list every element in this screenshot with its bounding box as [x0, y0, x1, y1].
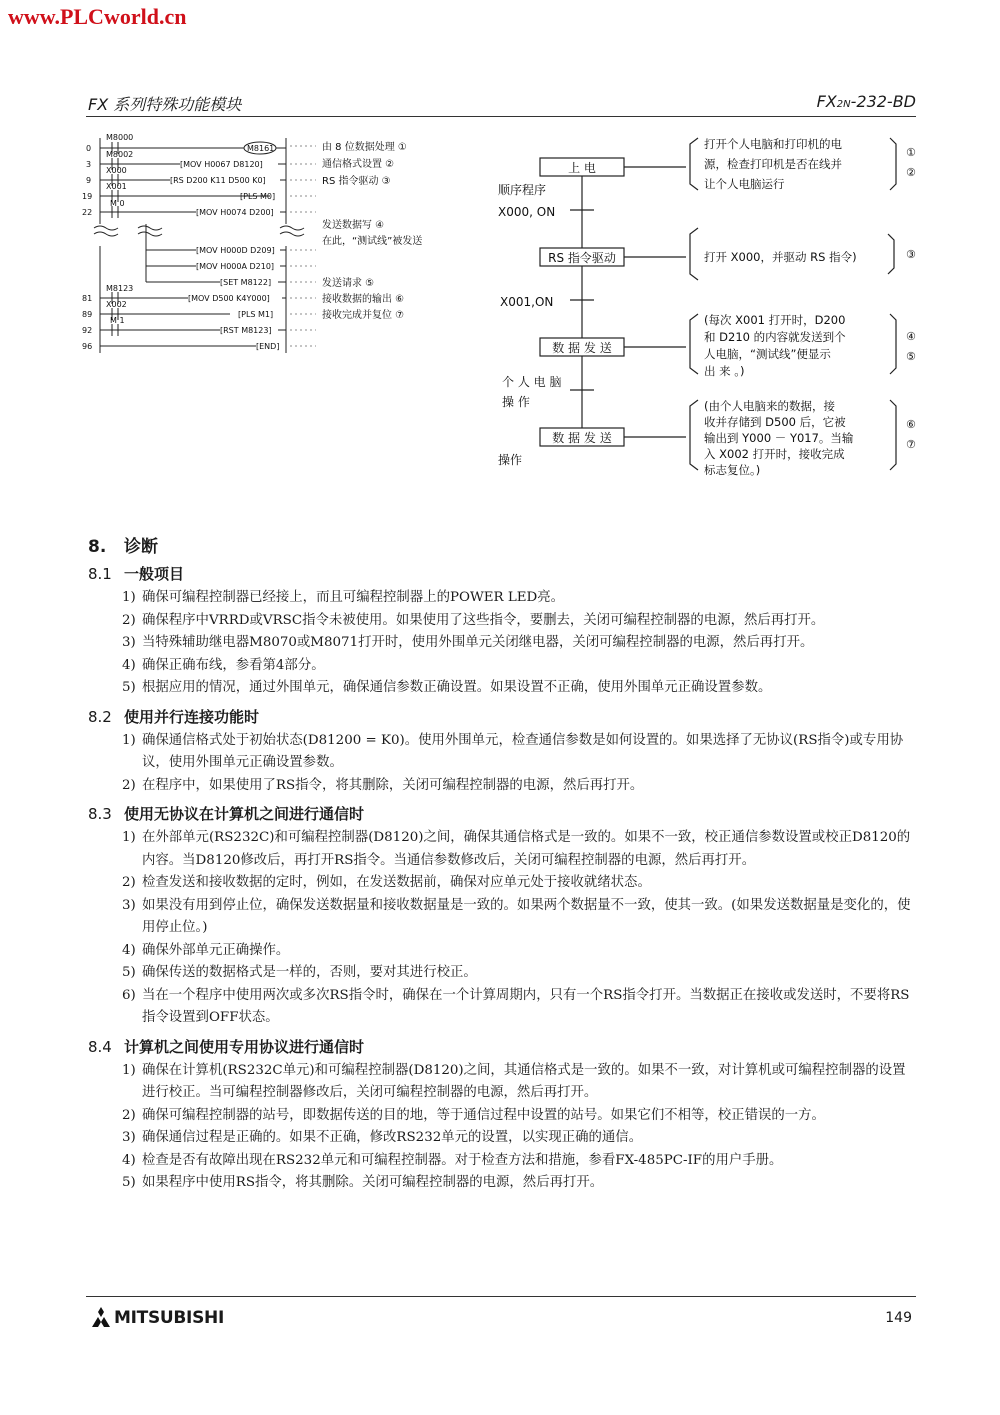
item-number: 1) — [122, 732, 136, 748]
list-item — [122, 677, 918, 700]
header-model — [817, 92, 916, 111]
item-text: 确保可编程控制器已经接上，而且可编程控制器上的POWER LED亮。 — [142, 590, 565, 605]
item-number: 4) — [122, 1152, 136, 1168]
item-text: 确保通信过程是正确的。如果不正确，修改RS232单元的设置，以实现正确的通信。 — [142, 1130, 643, 1145]
item-text: 当在一个程序中使用两次或多次RS指令时，确保在一个计算周期内，只有一个RS指令打开。当数据正在接收或发送时，不要将RS指令设置到OFF状态。 — [142, 987, 910, 1025]
header-title: FX 系列特殊功能模块 — [88, 95, 242, 114]
list-item — [122, 587, 918, 610]
bracket-note: (每次 X001 打开时，D200 — [704, 313, 846, 327]
step-number: 96 — [82, 342, 93, 351]
circle-mark: ⑥ — [906, 418, 916, 431]
ladder-annotation: 在此，“测试线”被发送 — [322, 236, 423, 247]
contact-label: M8123 — [106, 284, 134, 293]
ladder-annotation: 发送请求 ⑤ — [322, 278, 375, 289]
item-text: 根据应用的情况，通过外围单元，确保通信参数正确设置。如果设置不正确，使用外围单元正确设置参数。 — [142, 680, 772, 695]
contact-label: M 0 — [110, 199, 125, 208]
list-item — [122, 895, 918, 940]
subsection-number: 8.2 — [88, 707, 112, 726]
ladder-annotation: RS 指令驱动 ③ — [322, 176, 391, 187]
item-text: 确保可编程控制器的站号，即数据传送的目的地，等于通信过程中设置的站号。如果它们不相等，校正错误的一方。 — [142, 1107, 825, 1123]
bracket-note: 入 X002 打开时，接收完成 — [704, 447, 845, 461]
model-sub: 2N — [836, 99, 851, 110]
subsection-heading — [88, 563, 918, 584]
item-text: 当特殊辅助继电器M8070或M8071打开时，使用外围单元关闭继电器，关闭可编程控制器的电源，然后再打开。 — [142, 635, 814, 650]
item-text: 确保传送的数据格式是一样的，否则，要对其进行校正。 — [142, 965, 477, 980]
list-item — [122, 655, 918, 678]
bracket-note: 输出到 Y000 － Y017。当输 — [704, 431, 854, 445]
watermark: www.PLCworld.cn — [8, 4, 187, 29]
instruction: [MOV H000D D209] — [196, 246, 275, 255]
instruction: [RST M8123] — [220, 326, 272, 335]
step-number: 0 — [86, 144, 92, 153]
circle-mark: ④ — [906, 330, 916, 343]
list-item — [122, 775, 918, 798]
instruction: [PLS M0] — [240, 192, 276, 201]
item-number: 2) — [122, 777, 136, 793]
model-main: FX — [816, 92, 837, 111]
subsection-number: 8.3 — [88, 805, 112, 823]
contact-label: M 1 — [110, 316, 125, 325]
bracket-note: 和 D210 的内容就发送到个 — [704, 330, 846, 344]
contact-label: X001 — [106, 182, 127, 191]
item-number: 3) — [122, 897, 136, 913]
header-rule — [86, 116, 916, 117]
flow-box-rs-drive: RS 指令驱动 — [548, 251, 616, 265]
item-number: 3) — [122, 1130, 136, 1145]
contact-label: X002 — [106, 300, 127, 309]
bracket-note: 打开 X000，并驱动 RS 指令) — [704, 250, 857, 264]
step-number: 3 — [86, 160, 92, 169]
flow-label: 操 作 — [502, 395, 530, 409]
bracket-note: 标志复位。) — [704, 463, 761, 477]
instruction: [RS D200 K11 D500 K0] — [170, 176, 266, 185]
list-item — [122, 940, 918, 963]
subsection-heading — [88, 706, 918, 727]
ladder-diagram — [80, 128, 500, 358]
list-item — [122, 962, 918, 985]
item-text: 确保正确布线，参看第4部分。 — [142, 657, 325, 673]
section-number: 8. — [88, 537, 107, 557]
bracket-note: 人电脑，“测试线”便显示 — [704, 347, 831, 361]
item-number: 2) — [122, 875, 136, 890]
item-number: 1) — [122, 590, 136, 605]
flow-box-power-on: 上 电 — [568, 161, 596, 175]
bracket-note: (由个人电脑来的数据，接 — [704, 399, 835, 413]
circle-mark: ② — [906, 166, 916, 179]
item-list — [88, 587, 918, 700]
list-item — [122, 1150, 918, 1173]
instruction: [MOV H0067 D8120] — [180, 160, 263, 169]
step-number: 89 — [82, 310, 93, 319]
sequence-flowchart — [490, 128, 930, 483]
coil-label: M8161 — [247, 144, 275, 153]
step-number: 92 — [82, 326, 93, 335]
list-item — [122, 632, 918, 655]
contact-label: X000 — [106, 166, 127, 175]
item-number: 3) — [122, 635, 136, 650]
page-number: 149 — [885, 1310, 912, 1326]
bracket-note: 源，检查打印机是否在线并 — [704, 157, 842, 171]
item-text: 在程序中，如果使用了RS指令，将其删除，关闭可编程控制器的电源，然后再打开。 — [142, 777, 644, 793]
list-item — [122, 1172, 918, 1195]
list-item — [122, 1127, 918, 1150]
item-number: 4) — [122, 942, 136, 958]
flow-label: X001,ON — [500, 295, 554, 309]
circle-mark: ⑤ — [906, 350, 916, 363]
ladder-annotation: 由 8 位数据处理 ① — [322, 142, 407, 153]
bracket-note: 让个人电脑运行 — [704, 177, 785, 191]
instruction: [MOV H0074 D200] — [196, 208, 274, 217]
step-number: 81 — [82, 294, 93, 303]
subsection-number: 8.1 — [88, 565, 112, 583]
item-text: 在外部单元(RS232C)和可编程控制器(D8120)之间，确保其通信格式是一致的。如果不一致，校正通信参数设置或校正D8120的内容。当D8120修改后，再打开RS指令。当通信参数修改后，关闭可编程控制器的电源，然后再打开。 — [142, 830, 911, 868]
item-number: 4) — [122, 657, 136, 673]
item-text: 确保在计算机(RS232C单元)和可编程控制器(D8120)之间，其通信格式是一致的。如果不一致，对计算机或可编程控制器的设置进行校正。当可编程控制器修改后，关闭可编程控制器的电源，然后再打开。 — [142, 1062, 906, 1100]
subsection-number: 8.4 — [88, 1037, 112, 1056]
flow-label: X000, ON — [498, 205, 556, 219]
instruction: [MOV D500 K4Y000] — [188, 294, 270, 303]
subsection-title: 使用无协议在计算机之间进行通信时 — [124, 805, 365, 823]
step-number: 19 — [82, 192, 93, 201]
three-diamonds-icon — [88, 1307, 114, 1327]
brand-name: MITSUBISHI — [114, 1308, 224, 1328]
contact-label: M8000 — [106, 133, 134, 142]
list-item — [122, 985, 918, 1030]
item-number: 6) — [122, 987, 136, 1003]
flow-label: 个 人 电 脑 — [502, 375, 562, 389]
item-text: 检查发送和接收数据的定时，例如，在发送数据前，确保对应单元处于接收就绪状态。 — [142, 875, 651, 890]
item-text: 确保程序中VRRD或VRSC指令未被使用。如果使用了这些指令，要删去，关闭可编程控制器的电源，然后再打开。 — [142, 612, 825, 628]
brand-logo — [88, 1307, 224, 1328]
section-heading — [88, 532, 918, 557]
ladder-annotation: 接收数据的输出 ⑥ — [322, 294, 405, 305]
section-title: 诊断 — [124, 537, 158, 557]
item-text: 如果没有用到停止位，确保发送数据量和接收数据量是一致的。如果两个数据量不一致，使其一致。(如果发送数据量是变化的，使用停止位。) — [142, 897, 911, 935]
step-number: 9 — [86, 176, 92, 185]
flow-label: 顺序程序 — [498, 183, 547, 197]
subsection-heading — [88, 803, 918, 824]
subsection-title: 一般项目 — [124, 565, 185, 583]
list-item — [122, 610, 918, 633]
item-list — [88, 730, 918, 798]
item-text: 确保外部单元正确操作。 — [142, 942, 290, 958]
step-number: 22 — [82, 208, 93, 217]
contact-label: M8002 — [106, 150, 134, 159]
instruction: [SET M8122] — [220, 278, 272, 287]
item-list — [88, 1060, 918, 1195]
model-tail: -232-BD — [850, 92, 916, 111]
list-item — [122, 1105, 918, 1128]
item-number: 5) — [122, 965, 136, 980]
item-text: 确保通信格式处于初始状态(D81200 = K0)。使用外围单元，检查通信参数是如何设置的。如果选择了无协议(RS指令)或专用协议，使用外围单元正确设置参数。 — [142, 732, 904, 770]
footer-rule — [86, 1296, 916, 1297]
list-item — [122, 872, 918, 895]
bracket-note: 收并存储到 D500 后，它被 — [704, 415, 846, 429]
ladder-annotation: 接收完成并复位 ⑦ — [322, 310, 405, 321]
item-number: 5) — [122, 680, 136, 695]
instruction: [END] — [256, 342, 280, 351]
ladder-annotation: 通信格式设置 ② — [322, 159, 395, 170]
instruction: [PLS M1] — [238, 310, 274, 319]
item-number: 2) — [122, 1107, 136, 1123]
item-number: 2) — [122, 612, 136, 628]
item-number: 1) — [122, 1062, 136, 1078]
list-item — [122, 730, 918, 775]
circle-mark: ① — [906, 146, 916, 159]
item-list — [88, 827, 918, 1030]
subsection-title: 使用并行连接功能时 — [124, 707, 260, 726]
bracket-note: 打开个人电脑和打印机的电 — [704, 137, 842, 151]
instruction: [MOV H000A D210] — [196, 262, 275, 271]
list-item — [122, 1060, 918, 1105]
item-text: 检查是否有故障出现在RS232单元和可编程控制器。对于检查方法和措施，参看FX-485PC-IF的用户手册。 — [142, 1152, 783, 1168]
subsection-heading — [88, 1036, 918, 1057]
item-number: 1) — [122, 830, 136, 845]
diagnosis-section — [88, 532, 918, 1195]
flow-box-data-send: 数 据 发 送 — [552, 431, 612, 445]
subsection-title: 计算机之间使用专用协议进行通信时 — [124, 1037, 365, 1056]
bracket-note: 出 来 。) — [704, 364, 745, 378]
circle-mark: ⑦ — [906, 438, 916, 451]
list-item — [122, 827, 918, 872]
item-number: 5) — [122, 1175, 136, 1190]
flow-box-data-send: 数 据 发 送 — [552, 341, 612, 355]
flow-label: 操作 — [498, 453, 523, 467]
item-text: 如果程序中使用RS指令，将其删除。关闭可编程控制器的电源，然后再打开。 — [142, 1175, 604, 1190]
circle-mark: ③ — [906, 248, 916, 261]
ladder-annotation: 发送数据写 ④ — [322, 220, 385, 231]
